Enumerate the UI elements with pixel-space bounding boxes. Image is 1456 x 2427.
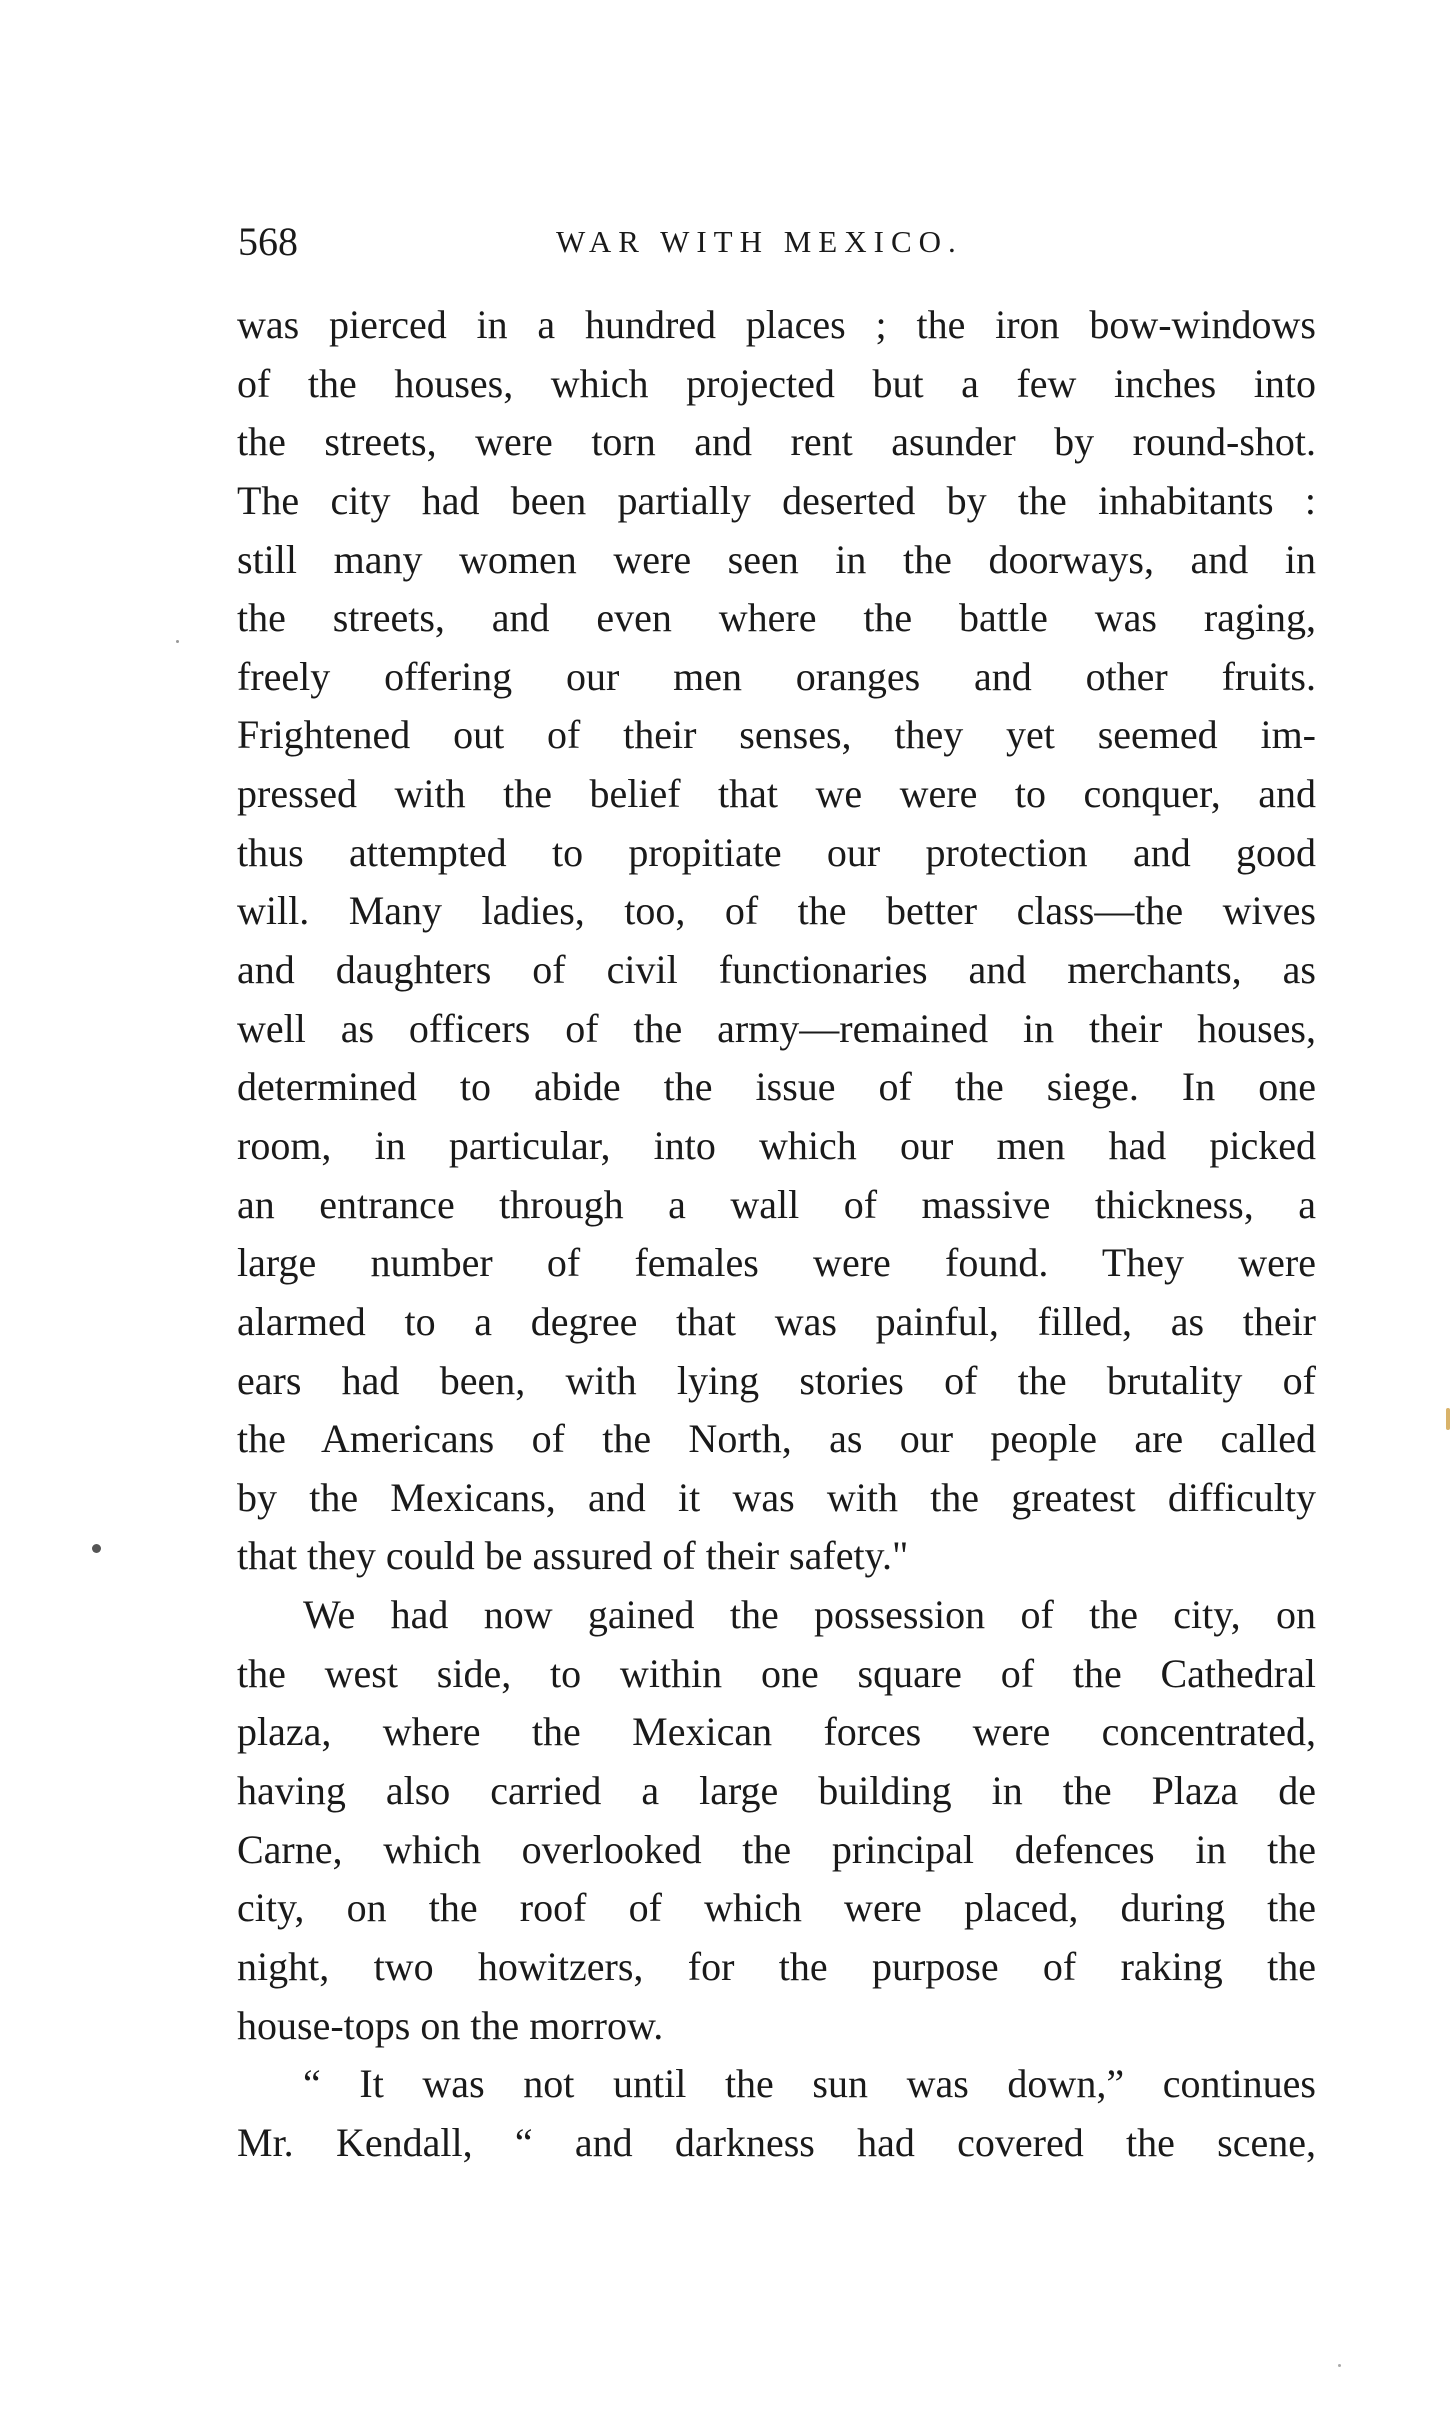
- text-line: alarmed to a degree that was painful, filled, as their: [237, 1298, 1316, 1344]
- text-line: large number of females were found. They were: [237, 1240, 1316, 1286]
- text-line: was pierced in a hundred places ; the iron bow-windows: [237, 302, 1316, 347]
- print-speck: [1338, 2364, 1341, 2367]
- text-line: that they could be assured of their safety.": [237, 1533, 909, 1579]
- text-line: The city had been partially deserted by the inhabitants :: [237, 477, 1316, 523]
- text-line: of the houses, which projected but a few inches into: [237, 360, 1316, 406]
- text-line: still many women were seen in the doorways, and in: [237, 536, 1316, 582]
- running-title: WAR WITH MEXICO.: [556, 224, 963, 259]
- print-speck: [92, 1544, 101, 1553]
- text-line: room, in particular, into which our men had picked: [237, 1122, 1316, 1168]
- text-line: city, on the roof of which were placed, during the: [237, 1885, 1316, 1931]
- text-line: the west side, to within one square of the Cathedral: [237, 1650, 1316, 1696]
- text-line: the streets, were torn and rent asunder by round-shot.: [237, 419, 1316, 465]
- print-speck: [176, 640, 179, 643]
- page-number: 568: [238, 219, 298, 264]
- text-line: and daughters of civil functionaries and merchants, as: [237, 947, 1316, 993]
- text-line: Frightened out of their senses, they yet seemed im-: [237, 712, 1316, 758]
- print-speck: [1446, 1408, 1450, 1430]
- body-text: [237, 296, 1316, 2173]
- text-line: Carne, which overlooked the principal defences in the: [237, 1826, 1316, 1872]
- text-line: will. Many ladies, too, of the better class—the wives: [237, 888, 1316, 934]
- text-line: ears had been, with lying stories of the brutality of: [237, 1357, 1316, 1403]
- text-line: night, two howitzers, for the purpose of raking the: [237, 1943, 1316, 1989]
- text-line: having also carried a large building in the Plaza de: [237, 1768, 1316, 1814]
- text-line: house-tops on the morrow.: [237, 2002, 664, 2048]
- text-line: freely offering our men oranges and other fruits.: [237, 653, 1316, 699]
- text-line: thus attempted to propitiate our protection and good: [237, 829, 1316, 875]
- text-line: by the Mexicans, and it was with the greatest difficulty: [237, 1474, 1316, 1520]
- text-line: We had now gained the possession of the city, on: [303, 1592, 1316, 1638]
- text-line: Mr. Kendall, “ and darkness had covered the scene,: [237, 2119, 1316, 2165]
- text-line: the streets, and even where the battle was raging,: [237, 595, 1316, 641]
- text-line: determined to abide the issue of the siege. In one: [237, 1064, 1316, 1110]
- text-line: “ It was not until the sun was down,” continues: [303, 2061, 1316, 2107]
- text-line: well as officers of the army—remained in their houses,: [237, 1005, 1316, 1051]
- text-line: the Americans of the North, as our people are called: [237, 1416, 1316, 1462]
- text-line: an entrance through a wall of massive thickness, a: [237, 1181, 1316, 1227]
- text-line: plaza, where the Mexican forces were concentrated,: [237, 1709, 1316, 1755]
- text-line: pressed with the belief that we were to conquer, and: [237, 771, 1316, 817]
- running-head: [238, 210, 1315, 270]
